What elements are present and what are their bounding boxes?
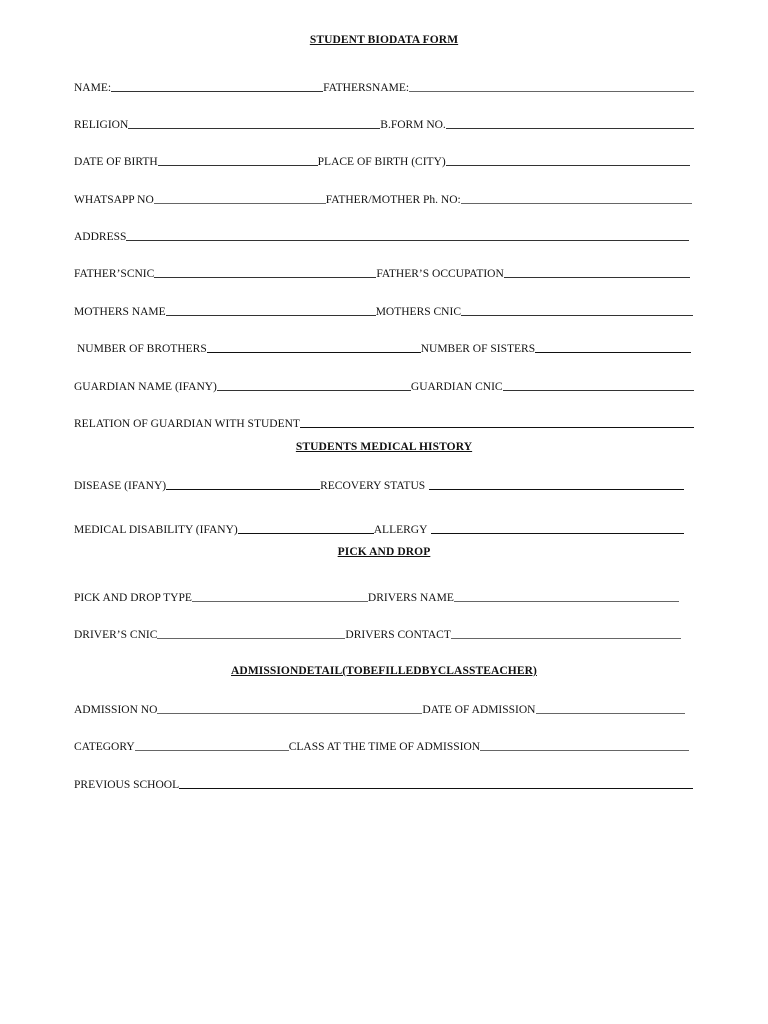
father-cnic-field[interactable] (154, 277, 376, 278)
recovery-label: RECOVERY STATUS (320, 480, 426, 492)
whatsapp-label: WHATSAPP NO (74, 194, 154, 206)
father-cnic-label: FATHER’SCNIC (74, 268, 155, 280)
pick-drop-type-field[interactable] (192, 601, 368, 602)
disease-row (74, 478, 694, 492)
driver-row (74, 627, 694, 641)
name-row (74, 80, 694, 94)
class-label: CLASS AT THE TIME OF ADMISSION (288, 741, 481, 753)
previous-school-field[interactable] (179, 788, 693, 789)
father-details-row (74, 266, 694, 280)
address-row (74, 229, 694, 243)
father-occupation-label: FATHER’S OCCUPATION (376, 268, 504, 280)
religion-field[interactable] (128, 128, 380, 129)
recovery-field[interactable] (429, 489, 684, 490)
disease-label: DISEASE (IFANY) (74, 480, 167, 492)
admission-date-label: DATE OF ADMISSION (422, 704, 536, 716)
dob-label: DATE OF BIRTH (74, 156, 158, 168)
pick-drop-row (74, 590, 694, 604)
disability-label: MEDICAL DISABILITY (IFANY) (74, 524, 238, 536)
mother-details-row (74, 304, 694, 318)
name-field[interactable] (111, 91, 323, 92)
guardian-name-label: GUARDIAN NAME (IFANY) (74, 381, 217, 393)
parent-phone-label: FATHER/MOTHER Ph. NO: (325, 194, 461, 206)
previous-school-row (74, 777, 694, 791)
address-label: ADDRESS (74, 231, 127, 243)
mothers-name-label: MOTHERS NAME (74, 306, 166, 318)
whatsapp-field[interactable] (154, 203, 326, 204)
driver-cnic-label: DRIVER’S CNIC (74, 629, 158, 641)
guardian-relation-field[interactable] (300, 427, 694, 428)
fathers-name-field[interactable] (409, 91, 694, 92)
allergy-label: ALLERGY (373, 524, 428, 536)
religion-label: RELIGION (74, 119, 129, 131)
disease-field[interactable] (166, 489, 320, 490)
bform-field[interactable] (446, 128, 694, 129)
guardian-relation-label: RELATION OF GUARDIAN WITH STUDENT (74, 418, 300, 430)
form-title: STUDENT BIODATA FORM (309, 34, 459, 46)
name-label: NAME: (74, 82, 112, 94)
driver-cnic-field[interactable] (157, 638, 345, 639)
driver-name-field[interactable] (454, 601, 679, 602)
mothers-cnic-label: MOTHERS CNIC (375, 306, 461, 318)
brothers-field[interactable] (207, 352, 421, 353)
driver-contact-field[interactable] (451, 638, 681, 639)
parent-phone-field[interactable] (461, 203, 692, 204)
fathers-name-label: FATHERSNAME: (323, 82, 410, 94)
guardian-cnic-field[interactable] (503, 390, 694, 391)
place-of-birth-label: PLACE OF BIRTH (CITY) (317, 156, 446, 168)
guardian-cnic-label: GUARDIAN CNIC (410, 381, 503, 393)
disability-row (74, 522, 694, 536)
father-occupation-field[interactable] (504, 277, 690, 278)
driver-name-label: DRIVERS NAME (367, 592, 454, 604)
medical-heading: STUDENTS MEDICAL HISTORY (295, 441, 473, 453)
guardian-row (74, 379, 694, 393)
category-label: CATEGORY (74, 741, 135, 753)
pick-drop-type-label: PICK AND DROP TYPE (74, 592, 192, 604)
brothers-label: NUMBER OF BROTHERS (77, 343, 207, 355)
sisters-field[interactable] (535, 352, 691, 353)
dob-row (74, 154, 694, 168)
guardian-name-field[interactable] (217, 390, 411, 391)
guardian-relation-row (74, 416, 694, 430)
allergy-field[interactable] (431, 533, 684, 534)
place-of-birth-field[interactable] (446, 165, 690, 166)
driver-contact-label: DRIVERS CONTACT (345, 629, 451, 641)
category-row (74, 739, 694, 753)
religion-row (74, 117, 694, 131)
mothers-cnic-field[interactable] (461, 315, 693, 316)
dob-field[interactable] (158, 165, 318, 166)
category-field[interactable] (135, 750, 289, 751)
admission-no-field[interactable] (157, 713, 422, 714)
admission-heading: ADMISSIONDETAIL(TOBEFILLEDBYCLASSTEACHER) (231, 665, 537, 677)
disability-field[interactable] (238, 533, 374, 534)
sisters-label: NUMBER OF SISTERS (420, 343, 536, 355)
admission-no-label: ADMISSION NO (74, 704, 158, 716)
contact-row (74, 192, 694, 206)
bform-label: B.FORM NO. (380, 119, 446, 131)
class-field[interactable] (480, 750, 689, 751)
admission-date-field[interactable] (536, 713, 686, 714)
address-field[interactable] (126, 240, 689, 241)
mothers-name-field[interactable] (166, 315, 376, 316)
admission-no-row (74, 702, 694, 716)
previous-school-label: PREVIOUS SCHOOL (74, 779, 180, 791)
transport-heading: PICK AND DROP (337, 546, 431, 558)
siblings-row (77, 341, 691, 355)
